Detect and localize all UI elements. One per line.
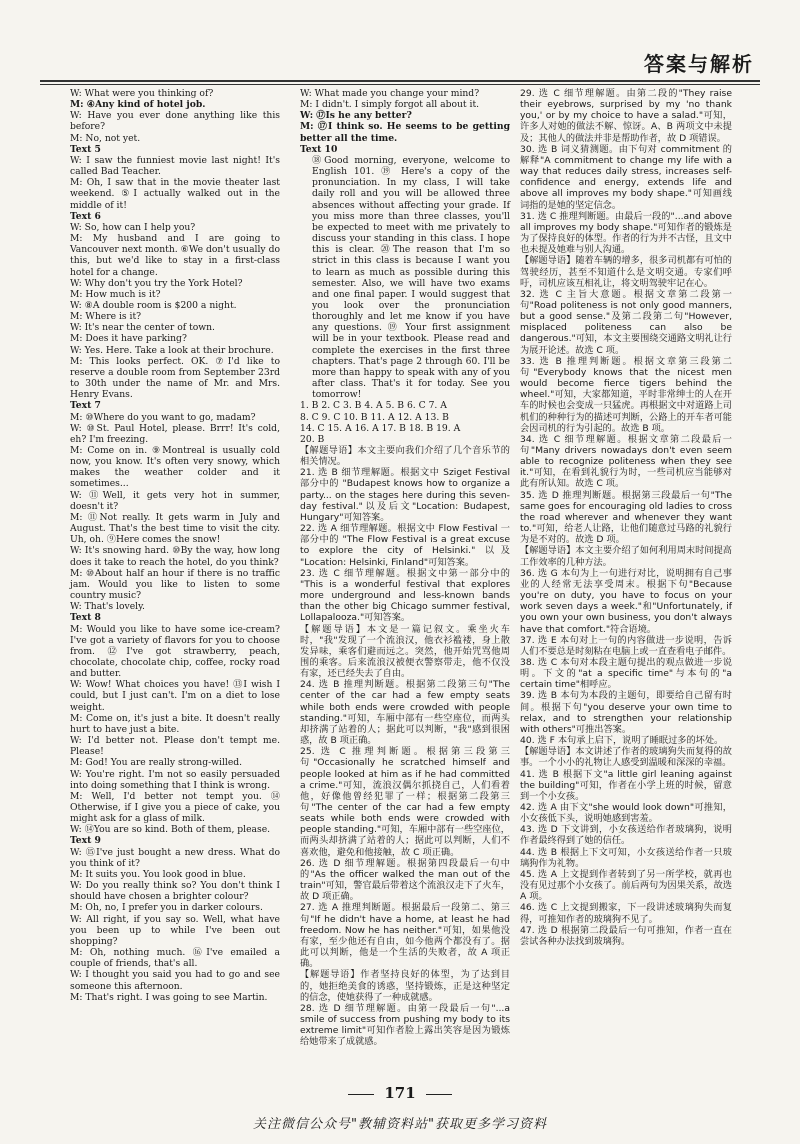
col1-paragraph: M: Does it have parking? xyxy=(70,333,187,345)
col1-paragraph: M: Come on in. ⑨Montreal is usually cold now, you know. It's often very snowy, which makes the weather colder and it sometimes... xyxy=(70,445,280,490)
col1-paragraph: W: ⑮I've just bought a new dress. What do you think of it? xyxy=(70,846,280,869)
col2-paragraph: 14. C 15. A 16. A 17. B 18. B 19. A xyxy=(300,422,461,434)
col2-paragraph: M: I didn't. I simply forgot all about it. xyxy=(300,99,480,111)
col2-paragraph: 26. 选 D 细节理解题。根据第四段最后一句中的"As the officer walked the man out of the train"可知，警官最后带着这个流浪汉走下了火车，故 D 项正确。 xyxy=(300,857,510,903)
col1-paragraph: W: Why don't you try the York Hotel? xyxy=(70,277,243,289)
col1-paragraph: Text 5 xyxy=(70,143,101,155)
col2-paragraph: 25. 选 C 推理判断题。根据第三段第三句"Occasionally he scratched himself and people looked at him as if he had committed a crime."可知，流浪汉偶尔抓挠自己，人们看着他，好像他曾经犯罪了一样；根据第二段第三句"The center of the car had a few empty seats while both ends were crowded with people standing."可知，车厢中部有一些空座位，而两头却挤满了站着的人；据此可以判断，人们不喜欢他，避免和他接触，故 C 项正确。 xyxy=(300,746,510,858)
col3-paragraph: 33. 选 B 推理判断题。根据文章第三段第二句"Everybody knows that the nicest men would become fierce tigers behind the wheel."可知，大家都知道，平时非常绅士的人在开车的时候也会变成一只猛虎。再根据文中对道路上司机们的种种行为的描述可判断，公路上的开车者可能会因司机的行为引起的。故选 B 项。 xyxy=(520,355,732,434)
col3-paragraph: 34. 选 C 细节理解题。根据文章第二段最后一句"Many drivers nowadays don't even seem able to recognize politeness when they see it."可知，在看到礼貌行为时，一些司机应当能够对此有所认知。故选 C 项。 xyxy=(520,433,732,490)
col2-paragraph: W: ⑰Is he any better? xyxy=(300,110,412,122)
col3-paragraph: 29. 选 C 细节理解题。由第二段的"They raise their eyebrows, surprised by my 'no thank you,' or by my choice to have a salad."可知，许多人对她的做法不解、惊讶。A、B 两项文中未提及；其他人的做法并非是帮助作者，故 D 项错误。 xyxy=(520,88,732,144)
col3-paragraph: 39. 选 B 本句为本段的主题句，即要给自己留有时间。根据下句"you deserve your own time to relax, and to strengthen your relationship with others"可推出答案。 xyxy=(520,690,732,735)
col2-paragraph: 23. 选 C 细节理解题。根据文中第一部分中的 "This is a wonderful festival that explores more underground and less-known bands than the other big Chicago summer festival, Lollapalooza."可知答案。 xyxy=(300,567,510,624)
column-right xyxy=(520,88,732,947)
page-number-dash-left xyxy=(348,1094,374,1095)
col1-paragraph: W: ⑧A double room is $200 a night. xyxy=(70,299,237,311)
col3-paragraph: 31. 选 C 推理判断题。由最后一段的"...and above all improves my body shape."可知作者的锻炼是为了保持良好的体型。作者的行为并不古怪，且文中也未提及她难与别人沟通。 xyxy=(520,210,732,256)
col1-paragraph: M: Would you like to have some ice-cream? I've got a variety of flavors for you to choose from. ⑫I've got strawberry, peach, chocolate, chocolate chip, coffee, rocky road and butter. xyxy=(70,623,280,680)
col1-paragraph: W: ⑪Well, it gets very hot in summer, doesn't it? xyxy=(70,489,280,512)
col1-paragraph: W: Have you ever done anything like this before? xyxy=(70,110,280,133)
col1-paragraph: M: God! You are really strong-willed. xyxy=(70,757,243,769)
col2-paragraph: 【解题导语】本文主要向我们介绍了几个音乐节的相关情况。 xyxy=(300,445,510,468)
col2-paragraph: 8. C 9. C 10. B 11. A 12. A 13. B xyxy=(300,411,449,423)
col3-paragraph: 46. 选 C 上文提到搬家，下一段讲述玻璃狗失而复得，可推知作者的玻璃狗不见了。 xyxy=(520,902,732,925)
col1-paragraph: M: ⑪Not really. It gets warm in July and August. That's the best time to visit the city. Uh, oh. ⑨Here comes the snow! xyxy=(70,511,280,546)
col1-paragraph: M: ⑩Where do you want to go, madam? xyxy=(70,411,256,423)
col3-paragraph: 37. 选 E 本句对上一句的内容做进一步说明，告诉人们不要总是时刻粘在电脑上或一直查看电子邮件。 xyxy=(520,634,732,657)
col1-paragraph: M: Oh, nothing much. ⑯I've emailed a couple of friends, that's all. xyxy=(70,947,280,970)
col1-paragraph: M: No, not yet. xyxy=(70,132,141,144)
col2-paragraph: Text 10 xyxy=(300,143,338,155)
col3-paragraph: 38. 选 C 本句对本段主题句提出的观点做进一步说明。下文的"at a specific time"与本句的"a certain time"相呼应。 xyxy=(520,656,732,691)
col1-paragraph: M: Oh, no, I prefer you in darker colours. xyxy=(70,902,263,914)
page-header xyxy=(40,24,760,84)
col1-paragraph: Text 9 xyxy=(70,835,101,847)
col3-paragraph: 41. 选 B 根据下文"a little girl leaning against the building"可知，作者在小学上班的时候，留意到一个小女孩。 xyxy=(520,768,732,802)
footer-note: 关注微信公众号"教辅资料站"获取更多学习资料 xyxy=(253,1117,547,1132)
col2-paragraph: 1. B 2. C 3. B 4. A 5. B 6. C 7. A xyxy=(300,400,447,412)
col1-paragraph: Text 6 xyxy=(70,210,101,222)
col1-paragraph: M: My husband and I are going to Vancouver next month. ⑥We don't usually do this, but we'd like to stay in a first-class hotel for a change. xyxy=(70,233,280,278)
col3-paragraph: 32. 选 C 主旨大意题。根据文章第二段第一句"Road politeness is not only good manners, but a good sense."及第二段第二句"However, misplaced politeness can also be dangerous."可知，本文主要围绕交通路文明礼让行为展开论述。故选 C 项。 xyxy=(520,288,732,356)
header-rule xyxy=(40,80,760,82)
col1-paragraph: W: ⑭You are so kind. Both of them, please. xyxy=(70,824,271,836)
col1-paragraph: W: It's near the center of town. xyxy=(70,322,215,334)
col2-paragraph: 20. B xyxy=(300,433,325,445)
col1-paragraph: M: Oh, I saw that in the movie theater last weekend. ⑤I actually walked out in the middle of it! xyxy=(70,177,280,211)
col3-paragraph: 【解题导语】本文主要介绍了如何利用周末时间提高工作效率的几种方法。 xyxy=(520,545,732,568)
col3-paragraph: 47. 选 D 根据第二段最后一句可推知，作者一直在尝试各种办法找到玻璃狗。 xyxy=(520,924,732,947)
col2-paragraph: 21. 选 B 细节理解题。根据文中 Sziget Festival 部分中的 "Budapest knows how to organize a party... on the stages here during this seven-day festival."以及后文"Location: Budapest, Hungary"可知答案。 xyxy=(300,467,510,523)
col1-paragraph: W: Do you really think so? You don't think I should have chosen a brighter colour? xyxy=(70,880,280,903)
header-rule-thin xyxy=(40,84,760,85)
section-title: 答案与解析 xyxy=(644,52,754,76)
col1-paragraph: W: What were you thinking of? xyxy=(70,88,214,99)
col1-paragraph: M: Well, I'd better not tempt you. ⑭ Otherwise, if I give you a piece of cake, you might ask for a glass of milk. xyxy=(70,790,280,825)
col2-paragraph: 24. 选 B 推理判断题。根据第二段第三句"The center of the car had a few empty seats while both ends were crowded with people standing."可知，车厢中部有一些空座位，而两头却挤满了站着的人；据此可以判断，"我"感到很困惑，故 B 项正确。 xyxy=(300,679,510,747)
col1-paragraph: Text 7 xyxy=(70,400,101,412)
page-number xyxy=(0,1084,800,1102)
col1-paragraph: W: ⑩St. Paul Hotel, please. Brrr! It's cold, eh? I'm freezing. xyxy=(70,422,280,445)
col1-paragraph: W: All right, if you say so. Well, what have you been up to while I've been out shopping? xyxy=(70,913,280,947)
col1-paragraph: W: So, how can I help you? xyxy=(70,221,196,233)
col3-paragraph: 【解题导语】本文讲述了作者的玻璃狗失而复得的故事。一个小小的礼物让人感受到温暖和深深的幸福。 xyxy=(520,746,732,769)
col1-paragraph: M: ⑩About half an hour if there is no traffic jam. Would you like to listen to some country music? xyxy=(70,567,280,602)
col1-paragraph: W: I saw the funniest movie last night! It's called Bad Teacher. xyxy=(70,154,280,178)
col3-paragraph: 45. 选 A 上文提到作者转到了另一所学校，就再也没有见过那个小女孩了。前后两句为因果关系，故选 A 项。 xyxy=(520,868,732,903)
col3-paragraph: 44. 选 B 根据上下文可知，小女孩送给作者一只玻璃狗作为礼物。 xyxy=(520,846,732,869)
col3-paragraph: 40. 选 F 本句承上启下，说明了睡眠过多的坏处。 xyxy=(520,735,724,747)
col1-paragraph: M: This looks perfect. OK. ⑦I'd like to reserve a double room from September 23rd to 30th under the name of Mr. and Mrs. Henry Evans. xyxy=(70,355,280,401)
col2-paragraph: 【解题导语】本文是一篇记叙文。乘坐火车时，"我"发现了一个流浪汉，他衣衫褴褛，身上散发异味，乘客们避而远之。突然，他开始咒骂他周围的乘客。后来流浪汉被便衣警察带走，他不仅没有家，还已经失去了自由。 xyxy=(300,623,510,680)
col3-paragraph: 【解题导语】随着车辆的增多，很多司机都有可怕的驾驶经历，甚至不知道什么是文明交通。专家们呼吁，司机应该互相礼让，将文明驾驶牢记在心。 xyxy=(520,255,732,289)
col2-paragraph: W: What made you change your mind? xyxy=(300,88,480,99)
col1-paragraph: W: I thought you said you had to go and see someone this afternoon. xyxy=(70,969,280,992)
col1-paragraph: W: Yes. Here. Take a look at their brochure. xyxy=(70,344,274,356)
col2-paragraph: 【解题导语】作者坚持良好的体型，为了达到目的，她拒绝美食的诱惑，坚持锻炼，正是这种坚定的信念，使她获得了一种成就感。 xyxy=(300,969,510,1003)
column-left xyxy=(70,88,280,1003)
col1-paragraph: Text 8 xyxy=(70,612,101,624)
col3-paragraph: 43. 选 D 下文讲到，小女孩送给作者玻璃狗，说明作者最终得到了她的信任。 xyxy=(520,824,732,847)
col1-paragraph: M: ④Any kind of hotel job. xyxy=(70,99,206,111)
col2-paragraph: 28. 选 D 细节理解题。由第一段最后一句"...a smile of success from pushing my body to its extreme limit"可知作者脸上露出笑容是因为锻炼给她带来了成就感。 xyxy=(300,1002,510,1048)
column-middle xyxy=(300,88,510,1047)
col1-paragraph: W: You're right. I'm not so easily persuaded into doing something that I think is wrong. xyxy=(70,768,280,791)
page-number-dash-right xyxy=(426,1094,452,1095)
col3-paragraph: 30. 选 B 词义猜测题。由下句对 commitment 的解释"A commitment to change my life with a way that reduces daily stress, increases self-confidence and energy, extends life and above all improves my body shape."可知画线词指的是她的坚定信念。 xyxy=(520,143,732,211)
col1-paragraph: W: Wow! What choices you have! ⑬I wish I could, but I just can't. I'm on a diet to lose weight. xyxy=(70,679,280,713)
col2-paragraph: M: ⑰I think so. He seems to be getting better all the time. xyxy=(300,121,510,144)
col1-paragraph: M: It suits you. You look good in blue. xyxy=(70,868,246,880)
col2-paragraph: 27. 选 A 推理判断题。根据最后一段第二、第三句"If he didn't have a home, at least he had freedom. Now he has neither."可知，如果他没有家，至少他还有自由，如今他两个都没有了。据此可以判断，他是一个生活的失败者，故 A 项正确。 xyxy=(300,902,510,970)
col3-paragraph: 42. 选 A 由下文"she would look down"可推知，小女孩低下头，说明她感到害羞。 xyxy=(520,802,732,825)
col3-paragraph: 36. 选 G 本句为上一句进行对比，说明拥有自己事业的人经常无法享受周末。根据下句"Because you're on duty, you have to focus on your work seven days a week."和"Unfortunately, if you own your own business, you don't always have that comfort."符合语境。 xyxy=(520,567,732,635)
col1-paragraph: M: Where is it? xyxy=(70,311,142,323)
col1-paragraph: W: I'd better not. Please don't tempt me. Please! xyxy=(70,735,280,758)
col3-paragraph: 35. 选 D 推理判断题。根据第三段最后一句"The same goes for encouraging old ladies to cross the road wherever and whenever they want to."可知，给老人让路，让他们随意过马路的礼貌行为是不对的。故选 D 项。 xyxy=(520,489,732,546)
col1-paragraph: W: It's snowing hard. ⑩By the way, how long does it take to reach the hotel, do you think? xyxy=(70,545,280,568)
page-number-text: 171 xyxy=(384,1084,416,1102)
col2-paragraph: 22. 选 A 细节理解题。根据文中 Flow Festival 一部分中的 "The Flow Festival is a great excuse to explore the city of Helsinki." 以及 "Location: Helsinki, Finland"可知答案。 xyxy=(300,523,510,568)
col1-paragraph: M: Come on, it's just a bite. It doesn't really hurt to have just a bite. xyxy=(70,712,280,735)
col1-paragraph: M: That's right. I was going to see Martin. xyxy=(70,991,268,1003)
col1-paragraph: W: That's lovely. xyxy=(70,601,145,613)
col1-paragraph: M: How much is it? xyxy=(70,288,161,300)
col2-paragraph: ⑱Good morning, everyone, welcome to English 101. ⑲ Here's a copy of the pronunciation. In my class, I will take daily roll and you will be allowed three absences without affecting your grade. If you miss more than three classes, you'll be expected to meet with me privately to discuss your standing in this class. I hope this is clear. ⑳The reason that I'm so strict in this class is because I want you to learn as much as possible during this semester. Also, we will have two exams and one final paper. I would suggest that you look over the pronunciation thoroughly and let me know if you have any questions. ⑲ Your first assignment will be in your textbook. Please read and complete the exercises in the first three chapters. That's page 2 through 60. I'll be more than happy to speak with any of you after class. That's it for today. See you tomorrow! xyxy=(312,154,510,401)
